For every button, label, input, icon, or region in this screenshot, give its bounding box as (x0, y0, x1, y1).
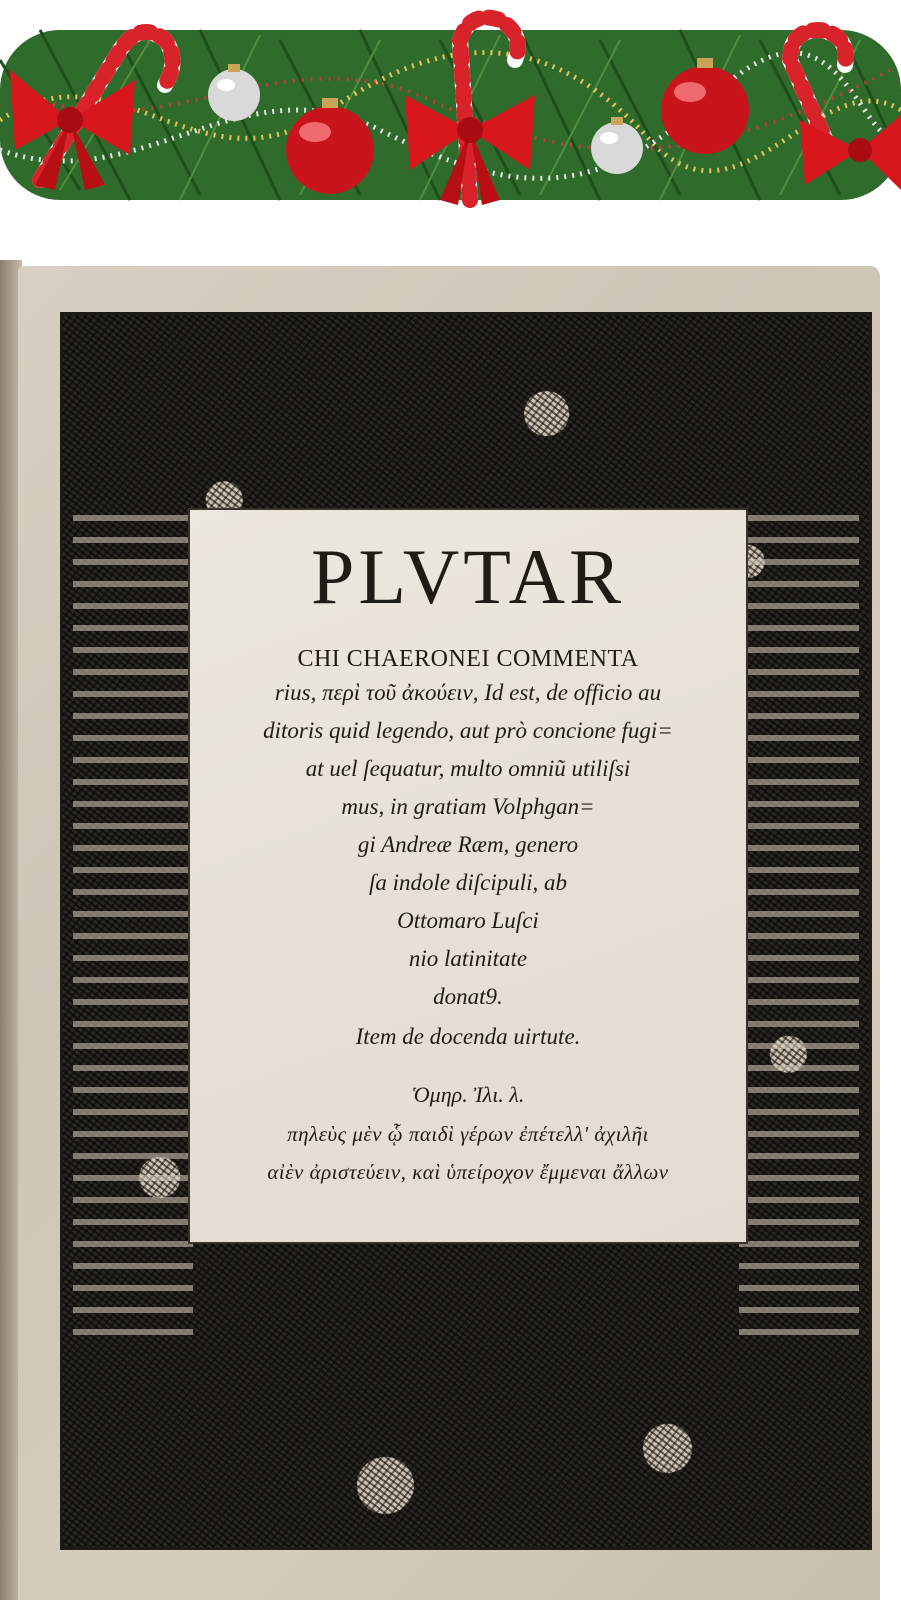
christmas-garland-icon (0, 0, 901, 215)
left-column-ornament (73, 515, 193, 1335)
book-title-page-scan (0, 230, 901, 1600)
greek-verse: αἰὲν ἀριστεύειν, καὶ ὑπείροχον ἔμμεναι ἄλλων (267, 1160, 669, 1184)
title-line: Item de docenda uirtute. (355, 1024, 581, 1049)
title-line: rius, περὶ τοῦ ἀκούειν, Id est, de officio au (274, 680, 662, 705)
title-line: ditoris quid legendo, aut prò concione fugi= (263, 718, 673, 743)
title-panel (188, 508, 748, 1244)
pine-branches (0, 30, 901, 200)
title-line: ſa indole diſcipuli, ab (368, 870, 568, 895)
title-line: CHI CHAERONEI COMMENTA (297, 646, 639, 672)
right-column-ornament (739, 515, 859, 1335)
title-line: at uel ſequatur, multo omniũ utiliſsi (305, 756, 631, 781)
book-title: PLVTAR (311, 533, 625, 620)
title-line: Ottomaro Luſci (397, 908, 539, 933)
greek-verse: πηλεὺς μὲν ᾧ παιδὶ γέρων ἐπέτελλ' ἀχιλῆι (287, 1122, 649, 1146)
title-line: mus, in gratiam Volphgan= (341, 794, 595, 819)
christmas-garland-banner (0, 0, 901, 215)
title-line: donat9. (433, 984, 503, 1009)
greek-citation: Ὁμηρ. Ἰλι. λ. (411, 1082, 525, 1107)
title-line: nio latinitate (408, 946, 528, 971)
title-line: gi Andreæ Ræm, genero (357, 832, 579, 857)
